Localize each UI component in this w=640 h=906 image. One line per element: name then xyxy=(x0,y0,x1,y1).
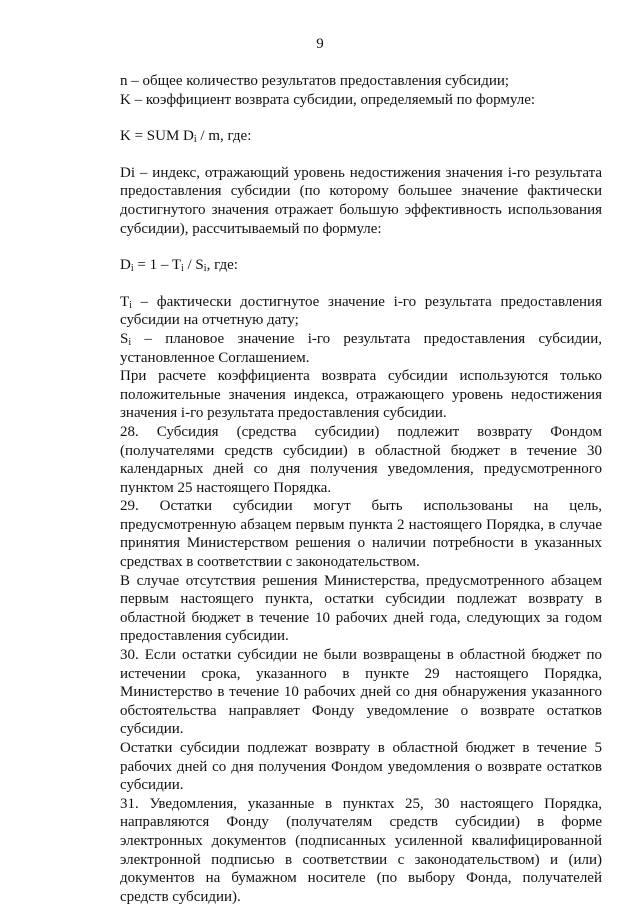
paragraph-30: 30. Если остатки субсидии не были возвращены в областной бюджет по истечении срока, указанного в пункте 29 настоящего Порядка, Министерство в течение 10 рабочих дней со дня обнаружения указанного обстоятельства направляет Фонду уведомление о возврате остатков субсидии. xyxy=(120,647,602,738)
di-definition: Di – индекс, отражающий уровень недостижения значения i-го результата предоставления субсидии (по которому большее значение фактически достигнутого значения отражает большую эффективность использования субсидии), рассчитываемый по формуле: xyxy=(120,164,602,237)
calculation-note: При расчете коэффициента возврата субсидии используются только положительные значения индекса, отражающего уровень недостижения значения i-го результата предоставления субсидии. xyxy=(120,368,602,422)
k-definition: K – коэффициент возврата субсидии, определяемый по формуле: xyxy=(120,91,536,108)
n-definition: n – общее количество результатов предоставления субсидии; xyxy=(120,73,510,89)
paragraph-28: 28. Субсидия (средства субсидии) подлежит возврату Фондом (получателями средств субсидии) в областной бюджет в течение 30 календарных дней со дня получения уведомления, предусмотренного пунктом 25 настоящего Порядка. xyxy=(120,423,602,496)
spacer xyxy=(120,146,602,164)
paragraph-31: 31. Уведомления, указанные в пунктах 25, 30 настоящего Порядка, направляются Фонду (получателям средств субсидии) в форме электронных документов (подписанных усиленной квалифицированной электронной подписью в соответствии с законодательством) и (или) документов на бумажном носителе (по выбору Фонда, получателей средств субсидии). xyxy=(120,795,602,905)
spacer xyxy=(120,109,602,127)
page-body xyxy=(120,72,602,906)
k-formula: K = SUM $D_i$ / m, где: xyxy=(120,128,252,146)
s-definition: $S_i$ – плановое значение i-го результата предоставления субсидии, установленное Соглашением. xyxy=(120,330,602,366)
d-formula: $D_i = 1 - T_i / S_i$, где: xyxy=(120,257,238,275)
spacer xyxy=(120,238,602,256)
paragraph-30-second: Остатки субсидии подлежат возврату в областной бюджет в течение 5 рабочих дней со дня получения Фондом уведомления о возврате остатков субсидии. xyxy=(120,740,602,794)
spacer xyxy=(120,275,602,293)
paragraph-29-second: В случае отсутствия решения Министерства, предусмотренного абзацем первым настоящего пункта, остатки субсидии подлежат возврату в областной бюджет в течение 10 рабочих дней года, следующих за годом предоставления субсидии. xyxy=(120,572,602,645)
t-definition: $T_i$ – фактически достигнутое значение i-го результата предоставления субсидии на отчетную дату; xyxy=(120,293,602,329)
paragraph-29: 29. Остатки субсидии могут быть использованы на цель, предусмотренную абзацем первым пункта 2 настоящего Порядка, в случае принятия Министерством решения о наличии потребности в указанных средствах в соответствии с законодательством. xyxy=(120,498,602,571)
page-number: 9 xyxy=(316,36,324,52)
